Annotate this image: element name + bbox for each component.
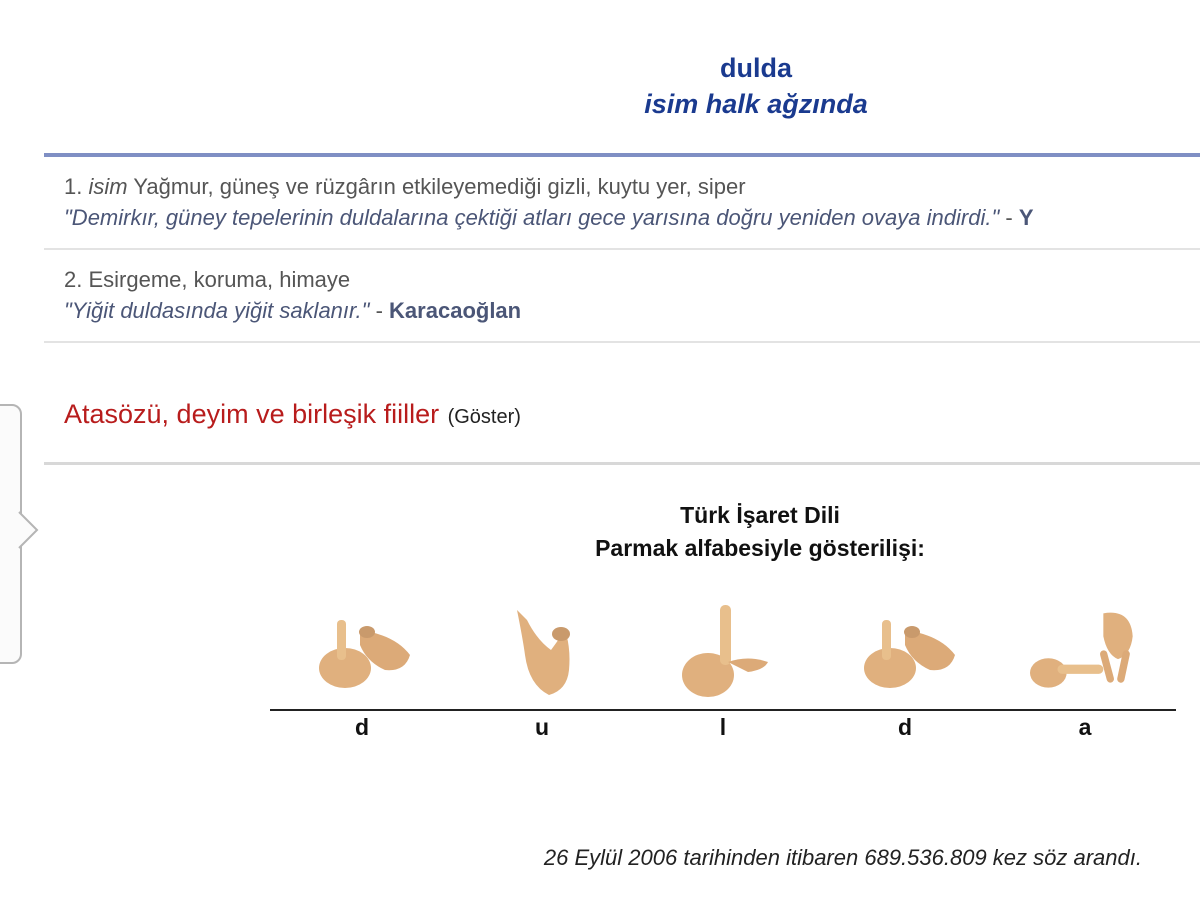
proverbs-show-button[interactable]: (Göster) xyxy=(447,406,521,428)
sign-letter: a xyxy=(1078,714,1092,740)
meaning-example: "Yiğit duldasında yiğit saklanır." xyxy=(64,298,370,323)
hand-sign-l-icon xyxy=(668,600,778,700)
entry-type: isim halk ağzında xyxy=(644,89,868,119)
sign-language-title-line1: Türk İşaret Dili xyxy=(680,502,840,528)
meaning-example: "Demirkır, güney tepelerinin duldalarına çektiği atları gece yarısına doğru yeniden ovaya indirdi." xyxy=(64,205,1000,230)
meaning-author-link[interactable]: Y xyxy=(1018,205,1034,230)
meaning-separator: - xyxy=(375,298,383,323)
meaning-example-line xyxy=(64,295,1200,326)
meaning-divider xyxy=(44,341,1200,343)
meaning-definition: Esirgeme, koruma, himaye xyxy=(88,267,351,292)
meaning-category: isim xyxy=(88,174,128,199)
sign-letter: u xyxy=(534,714,550,740)
meaning-item xyxy=(64,171,1200,233)
meaning-item xyxy=(64,264,1200,326)
sign-letter: d xyxy=(354,714,370,740)
hand-sign-d-icon xyxy=(305,600,415,700)
entry-word: dulda xyxy=(720,53,792,83)
chevron-right-icon[interactable] xyxy=(17,510,41,550)
sign-letter: d xyxy=(897,714,913,740)
proverbs-title: Atasözü, deyim ve birleşik fiiller xyxy=(64,399,440,429)
entry-header xyxy=(0,50,1200,122)
meaning-number: 1. xyxy=(64,174,83,199)
meaning-separator: - xyxy=(1005,205,1013,230)
meaning-definition-line xyxy=(64,264,1200,295)
meaning-definition: Yağmur, güneş ve rüzgârın etkileyemediği gizli, kuytu yer, siper xyxy=(133,174,746,199)
hand-sign-d-icon xyxy=(850,600,960,700)
hand-sign-u-icon xyxy=(487,600,597,700)
meaning-definition-line xyxy=(64,171,1200,202)
meaning-divider xyxy=(44,248,1200,250)
hand-sign-a-icon xyxy=(1030,600,1140,700)
meaning-example-line xyxy=(64,202,1200,233)
proverbs-section xyxy=(64,399,521,430)
sign-language-title xyxy=(360,499,1160,565)
search-count-text: 26 Eylül 2006 tarihinden itibaren 689.536.809 kez söz arandı. xyxy=(543,845,1142,870)
proverbs-divider xyxy=(44,462,1200,465)
header-divider xyxy=(44,153,1200,157)
sign-language-title-line2: Parmak alfabesiyle gösterilişi: xyxy=(595,535,925,561)
letters-baseline xyxy=(270,709,1176,711)
meaning-number: 2. xyxy=(64,267,83,292)
meaning-author-link[interactable]: Karacaoğlan xyxy=(389,298,522,323)
sign-letter: l xyxy=(719,714,727,740)
